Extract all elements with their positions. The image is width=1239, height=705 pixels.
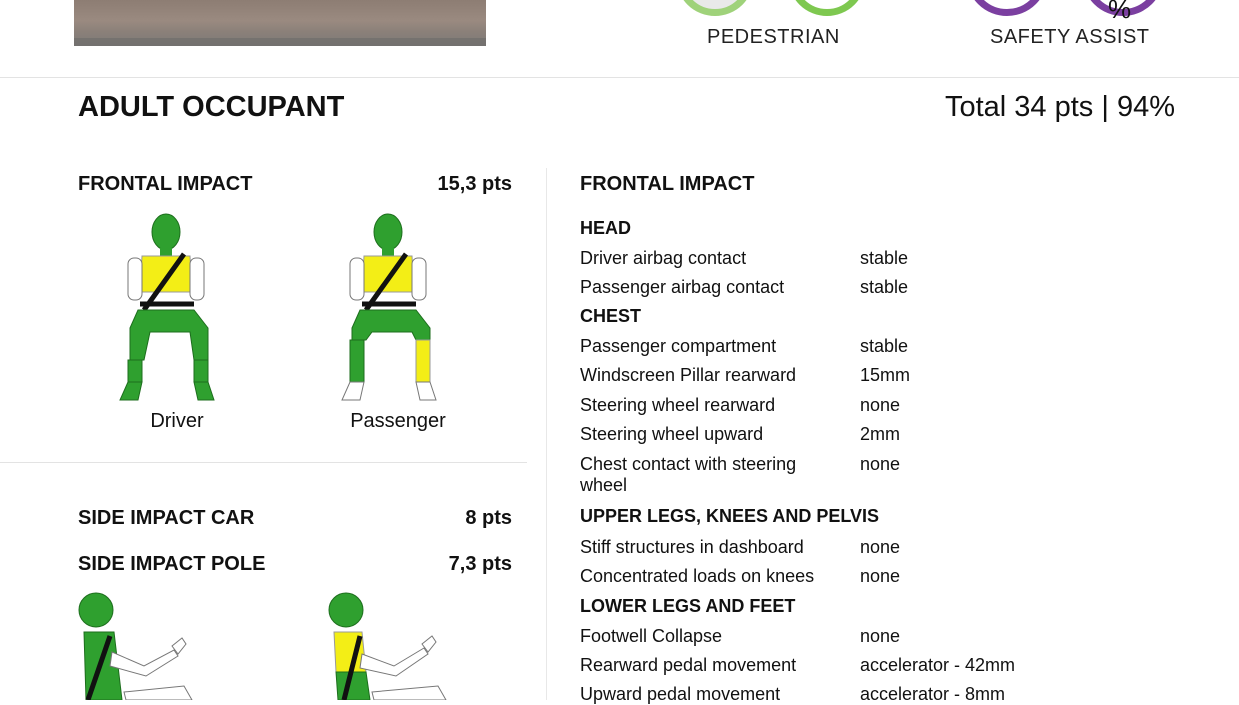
pedestrian-label: PEDESTRIAN <box>707 26 840 48</box>
safety-assist-percent: % <box>1108 0 1132 24</box>
pedestrian-ring-left <box>676 0 754 16</box>
row-value: none <box>860 626 901 646</box>
row-label: Chest contact with steering wheel <box>580 454 797 495</box>
category-lower-legs: LOWER LEGS AND FEET <box>580 596 796 616</box>
side-impact-car-points: 8 pts <box>465 507 512 529</box>
section-title: ADULT OCCUPANT <box>78 91 345 123</box>
row-value: none <box>860 395 901 415</box>
row-label: Steering wheel upward <box>580 424 764 444</box>
category-upper-legs: UPPER LEGS, KNEES AND PELVIS <box>580 506 880 526</box>
row-label: Passenger airbag contact <box>580 277 785 297</box>
row-value: stable <box>860 336 909 356</box>
row-value: accelerator - 8mm <box>860 684 1006 704</box>
passenger-dummy-figure <box>332 210 444 406</box>
frontal-impact-heading: FRONTAL IMPACT <box>78 173 253 195</box>
vehicle-photo <box>74 0 486 46</box>
safety-assist-label: SAFETY ASSIST <box>990 26 1150 48</box>
category-head: HEAD <box>580 218 632 238</box>
safety-assist-ring-left <box>966 0 1048 16</box>
column-divider <box>546 168 547 700</box>
header-divider <box>0 77 1239 78</box>
row-label: Upward pedal movement <box>580 684 781 704</box>
row-label: Steering wheel rearward <box>580 395 776 415</box>
row-value: none <box>860 537 901 557</box>
side-impact-pole-heading: SIDE IMPACT POLE <box>78 553 266 575</box>
left-column-divider <box>0 462 527 463</box>
side-car-dummy-figure <box>74 592 204 700</box>
driver-caption: Driver <box>150 410 204 432</box>
row-value: 15mm <box>860 365 911 385</box>
row-value: 2mm <box>860 424 900 444</box>
row-value: none <box>860 566 901 586</box>
row-label: Stiff structures in dashboard <box>580 537 804 557</box>
row-value: none <box>860 454 901 474</box>
row-label: Driver airbag contact <box>580 248 747 268</box>
frontal-impact-points: 15,3 pts <box>437 173 512 195</box>
side-impact-car-heading: SIDE IMPACT CAR <box>78 507 255 529</box>
row-label: Concentrated loads on knees <box>580 566 815 586</box>
row-label: Footwell Collapse <box>580 626 723 646</box>
row-value: stable <box>860 277 909 297</box>
section-total: Total 34 pts | 94% <box>944 91 1175 123</box>
row-value: accelerator - 42mm <box>860 655 1016 675</box>
pedestrian-ring-right <box>788 0 866 16</box>
passenger-caption: Passenger <box>350 410 446 432</box>
side-pole-dummy-figure <box>326 592 456 700</box>
category-chest: CHEST <box>580 306 642 326</box>
details-heading: FRONTAL IMPACT <box>580 173 755 195</box>
driver-dummy-figure <box>110 210 222 406</box>
row-value: stable <box>860 248 909 268</box>
row-label: Passenger compartment <box>580 336 777 356</box>
row-label: Windscreen Pillar rearward <box>580 365 797 385</box>
side-impact-pole-points: 7,3 pts <box>448 553 512 575</box>
row-label: Rearward pedal movement <box>580 655 797 675</box>
